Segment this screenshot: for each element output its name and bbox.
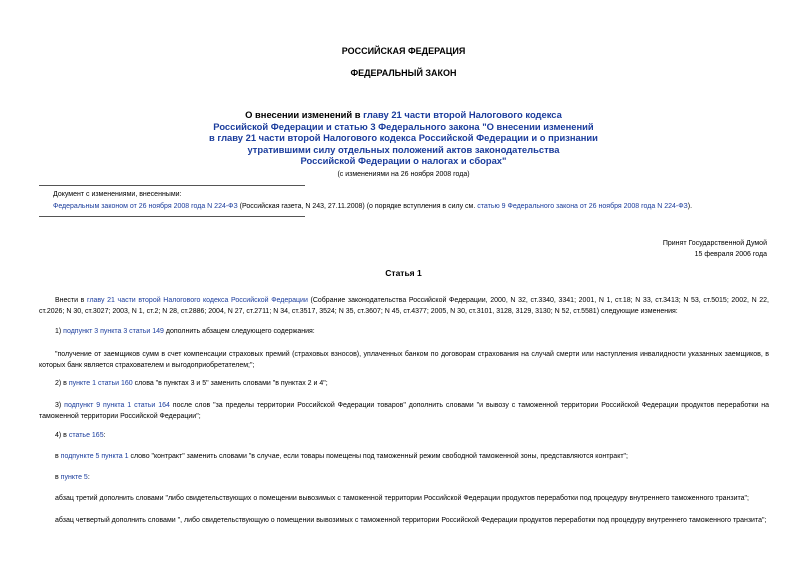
amendments-note-body: Федеральным законом от 26 ноября 2008 года N 224-ФЗ (Российская газета, N 243, 27.11.2008) (о порядке вступления в силу см. статью 9 Федерального закона от 26 ноября 2008 года N 224-ФЗ). bbox=[53, 203, 693, 210]
paragraph-subitem-2: в пункте 5: bbox=[55, 474, 90, 481]
entry-into-force-link[interactable]: статью 9 Федерального закона от 26 ноября 2008 года N 224-ФЗ bbox=[477, 203, 688, 210]
adoption-date: 15 февраля 2006 года bbox=[694, 251, 767, 258]
title-line-5[interactable]: Российской Федерации о налогах и сборах" bbox=[300, 155, 507, 166]
divider-bottom bbox=[39, 216, 305, 217]
paragraph-quote-1: "получение от заемщиков сумм в счет компенсации страховых премий (страховых взносов), уплаченных банком по договорам страхования на случай смерти или наступления инвалидности указанных заемщиков, в которых банк является страхователем и выгодоприобретателем;"; bbox=[39, 351, 769, 369]
paragraph-item-3: 3) подпункт 9 пункта 1 статьи 164 после слов "за пределы территории Российской Федерации товаров" дополнить словами "и вывозу с таможенной территории Российской Федерации продуктов переработки на таможенной территории Российской Федерации"; bbox=[39, 402, 769, 420]
amending-law-link[interactable]: Федеральным законом от 26 ноября 2008 года N 224-ФЗ bbox=[53, 203, 238, 210]
paragraph-subitem-3: абзац третий дополнить словами "либо свидетельствующих о помещении вывозимых с таможенной территории Российской Федерации продуктов переработки под процедуру внутреннего таможенного транзита"; bbox=[55, 495, 749, 502]
clause-5-link[interactable]: пункте 5 bbox=[60, 474, 88, 481]
article-165-link[interactable]: статье 165 bbox=[68, 432, 104, 439]
paragraph-intro: Внести в главу 21 части второй Налогового кодекса Российской Федерации (Собрание законодательства Российской Федерации, 2000, N 32, ст.3340, 3341; 2001, N 1, ст.18; N 33, ст.3413; N 53, ст.5015; 2002, N 22, ст.2026; N 30, ст.3027; 2003, N 1, ст.2; N 28, ст.2886; 2004, N 27, ст.2711; N 34, ст.3517, 3524; N 35, ст.3607; N 45, ст.4377; 2005, N 30, ст.3101, 3128, 3129, 3130; N 52, ст.5581) следующие изменения: bbox=[39, 297, 769, 315]
article-149-link[interactable]: подпункт 3 пункта 3 статьи 149 bbox=[63, 328, 164, 335]
chapter-21-link[interactable]: главу 21 части второй Налогового кодекса Российской Федерации bbox=[87, 297, 308, 304]
paragraph-subitem-4: абзац четвертый дополнить словами ", либо свидетельствующую о помещении вывозимых с таможенной территории Российской Федерации продуктов переработки под процедуру внутреннего таможенного транзита"; bbox=[55, 517, 767, 524]
title-line-3[interactable]: в главу 21 части второй Налогового кодекса Российской Федерации и о признании bbox=[209, 132, 598, 143]
subclause-5-link[interactable]: подпункте 5 пункта 1 bbox=[60, 453, 129, 460]
paragraph-subitem-1: в подпункте 5 пункта 1 слово "контракт" заменить словами "в случае, если товары помещены под таможенный режим свободной таможенной зоны, представляются контракт"; bbox=[55, 453, 628, 460]
amendments-note bbox=[53, 189, 692, 213]
edition-note: (с изменениями на 26 ноября 2008 года) bbox=[337, 171, 470, 178]
title-line-4[interactable]: утратившими силу отдельных положений актов законодательства bbox=[247, 143, 560, 155]
divider-top bbox=[39, 185, 305, 186]
adoption-body: Принят Государственной Думой bbox=[662, 240, 767, 247]
paragraph-item-2: 2) в пункте 1 статьи 160 слова "в пунктах 3 и 5" заменить словами "в пунктах 2 и 4"; bbox=[55, 380, 328, 387]
law-title bbox=[0, 109, 807, 167]
article-164-link[interactable]: подпункт 9 пункта 1 статьи 164 bbox=[64, 402, 170, 409]
article-heading: Статья 1 bbox=[385, 268, 422, 278]
title-line-1: О внесении изменений в главу 21 части второй Налогового кодекса bbox=[245, 109, 562, 120]
article-160-link[interactable]: пункте 1 статьи 160 bbox=[68, 380, 133, 387]
paragraph-item-1: 1) подпункт 3 пункта 3 статьи 149 дополнить абзацем следующего содержания: bbox=[55, 328, 315, 335]
title-line-2[interactable]: Российской Федерации и статью 3 Федерального закона "О внесении изменений bbox=[213, 120, 594, 132]
title-chapter-link[interactable]: главу 21 части второй Налогового кодекса bbox=[363, 109, 562, 120]
law-type-heading: ФЕДЕРАЛЬНЫЙ ЗАКОН bbox=[350, 68, 457, 78]
country-heading: РОССИЙСКАЯ ФЕДЕРАЦИЯ bbox=[341, 46, 466, 56]
paragraph-item-4: 4) в статье 165: bbox=[55, 432, 106, 439]
amendments-note-heading: Документ с изменениями, внесенными: bbox=[53, 191, 182, 198]
adoption-info bbox=[663, 238, 767, 260]
